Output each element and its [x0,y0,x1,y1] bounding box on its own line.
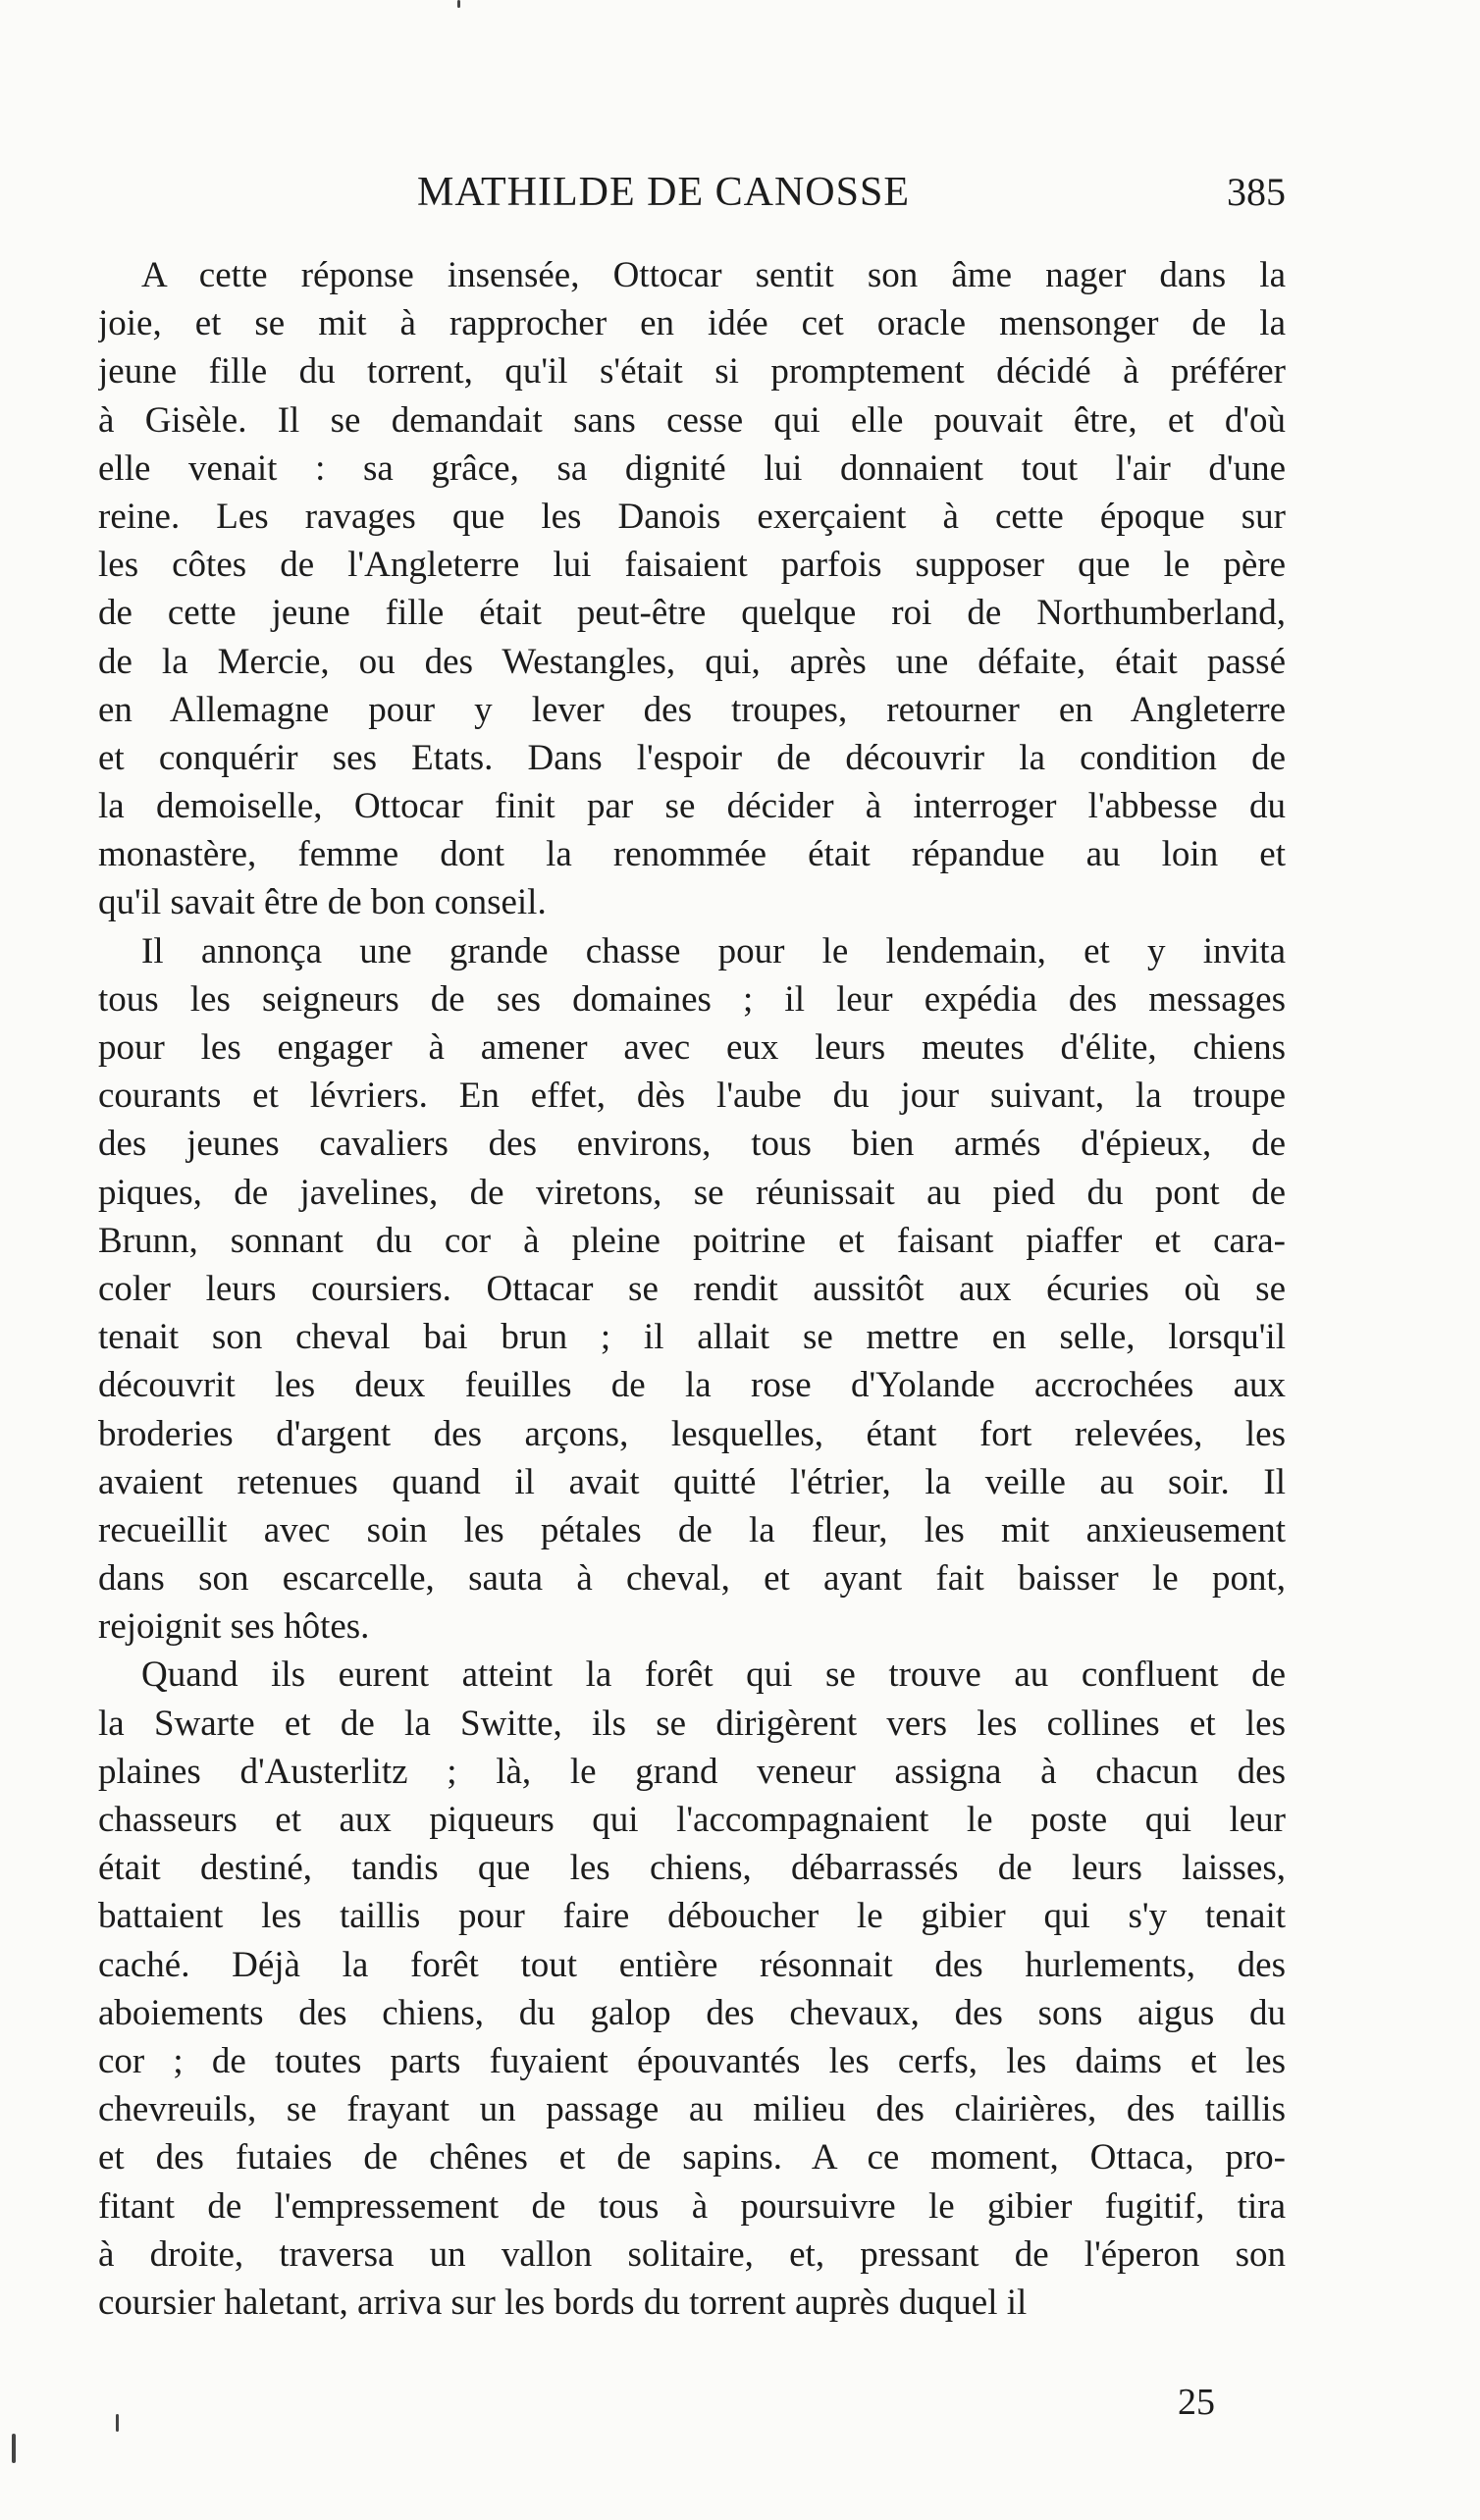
margin-speck [116,2414,119,2432]
text-line: monastère, femme dont la renommée était répandue au loin et [98,834,1286,875]
text-line: Quand ils eurent atteint la forêt qui se trouve au confluent de [141,1654,1286,1696]
text-line: aboiements des chiens, du galop des chevaux, des sons aigus du [98,1992,1286,2033]
text-line: qu'il savait être de bon conseil. [98,882,547,923]
text-line: la Swarte et de la Switte, ils se dirigèrent vers les collines et les [98,1703,1286,1744]
text-line: battaient les taillis pour faire déboucher le gibier qui s'y tenait [98,1896,1286,1937]
signature-mark: 25 [1178,2382,1215,2423]
text-line: cor ; de toutes parts fuyaient épouvantés les cerfs, les daims et les [98,2040,1286,2081]
text-line: plaines d'Austerlitz ; là, le grand veneur assigna à chacun des [98,1751,1286,1792]
text-line: chasseurs et aux piqueurs qui l'accompagnaient le poste qui leur [98,1800,1286,1840]
text-line: coursier haletant, arriva sur les bords du torrent auprès duquel il [98,2282,1028,2323]
margin-speck [12,2434,16,2463]
text-line: était destiné, tandis que les chiens, débarrassés de leurs laisses, [98,1848,1286,1889]
text-line: tous les seigneurs de ses domaines ; il leur expédia des messages [98,978,1286,1020]
text-line: les côtes de l'Angleterre lui faisaient parfois supposer que le père [98,545,1286,586]
text-line: à Gisèle. Il se demandait sans cesse qui elle pouvait être, et d'où [98,399,1286,441]
text-line: elle venait : sa grâce, sa dignité lui donnaient tout l'air d'une [98,447,1286,489]
text-line: chevreuils, se frayant un passage au milieu des clairières, des taillis [98,2089,1286,2130]
text-line: reine. Les ravages que les Danois exerçaient à cette époque sur [98,496,1286,537]
margin-speck [457,0,460,8]
text-line: la demoiselle, Ottocar finit par se décider à interroger l'abbesse du [98,786,1286,827]
text-line: rejoignit ses hôtes. [98,1606,370,1648]
page-number: 385 [1227,170,1286,214]
text-line: fitant de l'empressement de tous à poursuivre le gibier fugitif, tira [98,2185,1286,2227]
text-line: jeune fille du torrent, qu'il s'était si promptement décidé à préférer [98,351,1286,393]
text-line: caché. Déjà la forêt tout entière résonnait des hurlements, des [98,1944,1286,1985]
text-line: des jeunes cavaliers des environs, tous bien armés d'épieux, de [98,1124,1286,1165]
text-line: et des futaies de chênes et de sapins. A ce moment, Ottaca, pro- [98,2137,1286,2179]
text-line: avaient retenues quand il avait quitté l'étrier, la veille au soir. Il [98,1461,1286,1502]
text-line: recueillit avec soin les pétales de la fleur, les mit anxieusement [98,1509,1286,1550]
text-line: Il annonça une grande chasse pour le lendemain, et y invita [141,930,1286,971]
text-line: de la Mercie, ou des Westangles, qui, après une défaite, était passé [98,641,1286,682]
text-line: dans son escarcelle, sauta à cheval, et ayant fait baisser le pont, [98,1558,1286,1600]
text-line: A cette réponse insensée, Ottocar sentit son âme nager dans la [141,255,1286,295]
running-title: MATHILDE DE CANOSSE [417,170,910,215]
text-line: broderies d'argent des arçons, lesquelles, étant fort relevées, les [98,1413,1286,1454]
text-line: et conquérir ses Etats. Dans l'espoir de découvrir la condition de [98,737,1286,778]
running-head [98,169,1286,228]
text-line: tenait son cheval bai brun ; il allait se mettre en selle, lorsqu'il [98,1317,1286,1358]
text-line: en Allemagne pour y lever des troupes, retourner en Angleterre [98,689,1286,730]
text-line: de cette jeune fille était peut-être quelque roi de Northumberland, [98,593,1286,634]
text-line: pour les engager à amener avec eux leurs meutes d'élite, chiens [98,1027,1286,1068]
body-text [98,251,1286,2327]
text-line: Brunn, sonnant du cor à pleine poitrine et faisant piaffer et cara- [98,1220,1286,1261]
text-line: joie, et se mit à rapprocher en idée cet oracle mensonger de la [98,303,1286,344]
text-line: découvrit les deux feuilles de la rose d'Yolande accrochées aux [98,1365,1286,1406]
text-line: à droite, traversa un vallon solitaire, et, pressant de l'éperon son [98,2233,1286,2275]
text-line: piques, de javelines, de viretons, se réunissait au pied du pont de [98,1172,1286,1213]
text-line: coler leurs coursiers. Ottacar se rendit aussitôt aux écuries où se [98,1268,1286,1309]
text-line: courants et lévriers. En effet, dès l'aube du jour suivant, la troupe [98,1076,1286,1117]
